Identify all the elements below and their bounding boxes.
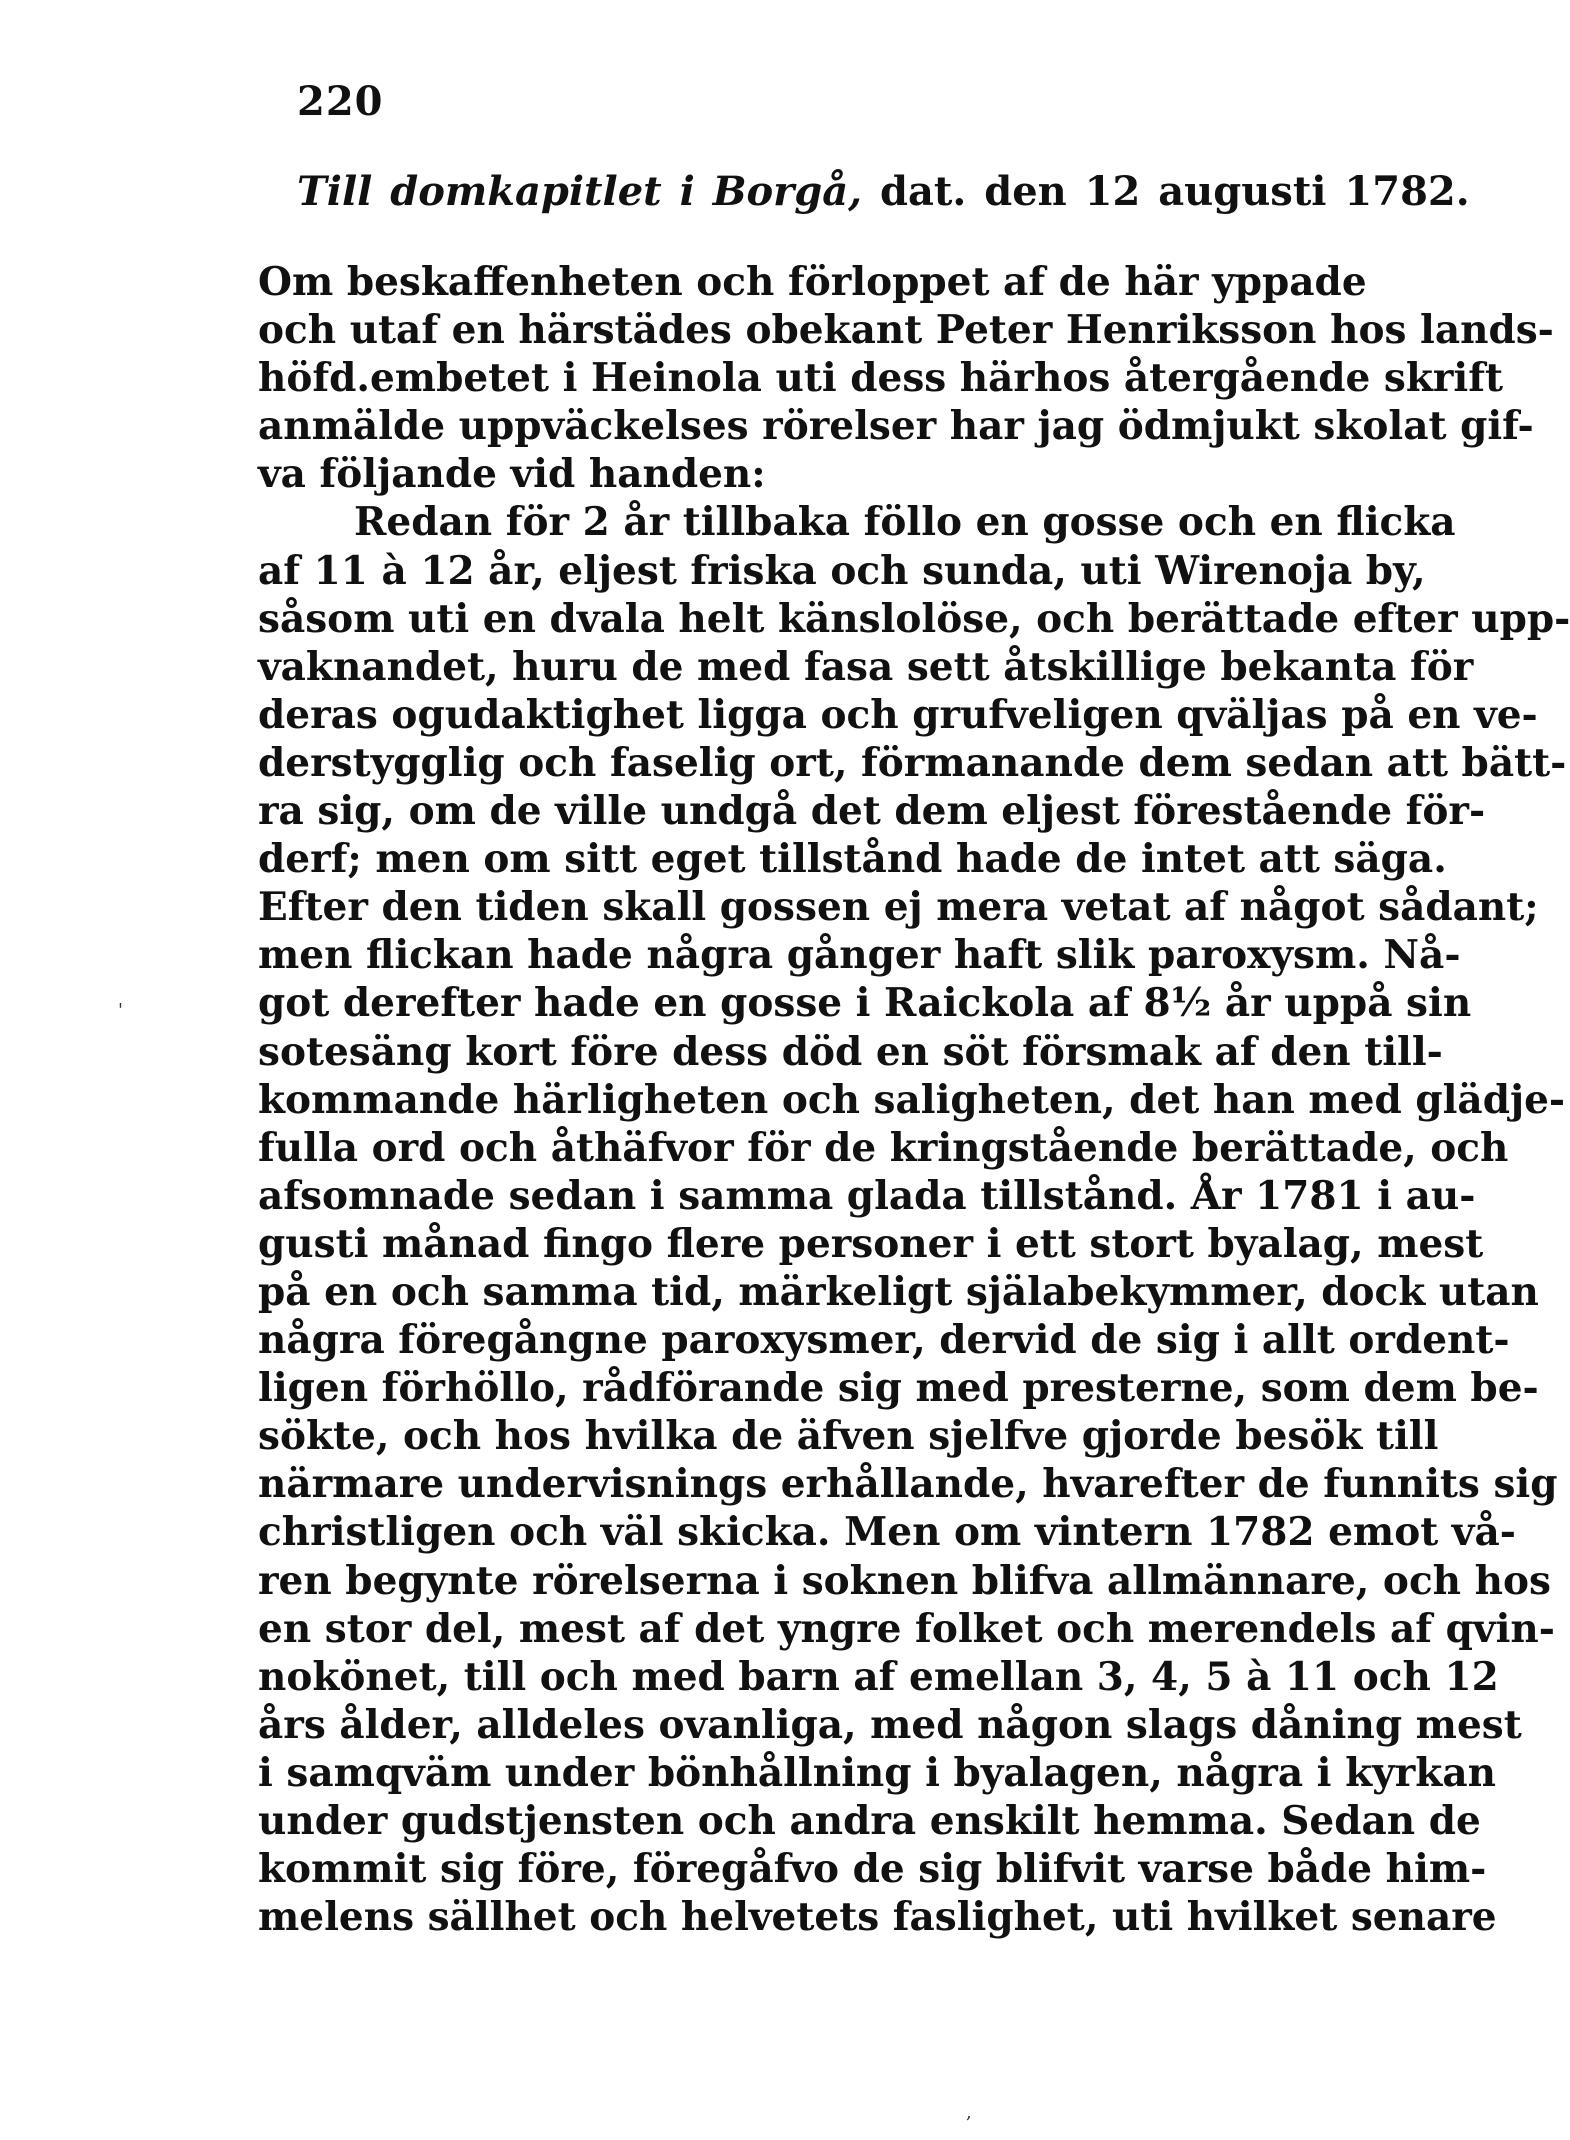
text-line: Om beskaffenheten och förloppet af de här yppade xyxy=(258,259,1367,305)
letter-heading xyxy=(297,168,1470,215)
text-line: sökte, och hos hvilka de äfven sjelfve gjorde besök till xyxy=(258,1413,1439,1460)
body-text xyxy=(258,258,1570,1941)
text-line: anmälde uppväckelses rörelser har jag ödmjukt skolat gif- xyxy=(258,403,1534,450)
text-line: afsomnade sedan i samma glada tillstånd. År 1781 i au- xyxy=(258,1172,1476,1219)
text-line: deras ogudaktighet ligga och grufveligen qväljas på en ve- xyxy=(258,691,1538,738)
text-line: va följande vid handen: xyxy=(258,451,766,498)
text-line: Redan för 2 år tillbaka föllo en gosse och en flicka xyxy=(354,499,1456,546)
text-line: got derefter hade en gosse i Raickola af 8½ år uppå sin xyxy=(258,980,1472,1027)
text-line: fulla ord och åthäfvor för de kringstående berättade, och xyxy=(258,1124,1509,1171)
text-line: ra sig, om de ville undgå det dem eljest förestående för- xyxy=(258,788,1486,835)
text-line: melens sällhet och helvetets faslighet, uti hvilket senare xyxy=(258,1894,1497,1941)
text-line: kommande härligheten och saligheten, det han med glädje- xyxy=(258,1076,1566,1123)
text-line: såsom uti en dvala helt känslolöse, och berättade efter upp- xyxy=(258,595,1570,642)
page-number: 220 xyxy=(297,78,384,125)
text-line: sotesäng kort före dess död en söt försmak af den till- xyxy=(258,1028,1443,1075)
stray-mark: ' xyxy=(118,1000,123,1021)
text-line: derstygglig och faselig ort, förmanande dem sedan att bätt- xyxy=(258,739,1567,786)
text-line: af 11 à 12 år, eljest friska och sunda, uti Wirenoja by, xyxy=(258,547,1426,594)
text-line: derf; men om sitt eget tillstånd hade de intet att säga. xyxy=(258,836,1447,883)
text-line: men flickan hade några gånger haft slik paroxysm. Nå- xyxy=(258,932,1461,979)
text-line: under gudstjensten och andra enskilt hemma. Sedan de xyxy=(258,1798,1481,1844)
text-line: och utaf en härstädes obekant Peter Henriksson hos lands- xyxy=(258,307,1554,354)
heading-addressee: Till domkapitlet i Borgå, xyxy=(297,168,863,215)
text-line: nokönet, till och med barn af emellan 3, 4, 5 à 11 och 12 xyxy=(258,1653,1499,1700)
text-line: gusti månad fingo flere personer i ett stort byalag, mest xyxy=(258,1220,1484,1267)
text-line: Efter den tiden skall gossen ej mera vetat af något sådant; xyxy=(258,884,1539,931)
text-line: ligen förhöllo, rådförande sig med presterne, som dem be- xyxy=(258,1365,1539,1412)
heading-date: dat. den 12 augusti 1782. xyxy=(880,168,1470,215)
text-line: en stor del, mest af det yngre folket och merendels af qvin- xyxy=(258,1605,1555,1652)
text-line: års ålder, alldeles ovanliga, med någon slags dåning mest xyxy=(258,1701,1522,1748)
text-line: ren begynte rörelserna i soknen blifva allmännare, och hos xyxy=(258,1557,1551,1604)
text-line: närmare undervisnings erhållande, hvarefter de funnits sig xyxy=(258,1461,1558,1508)
text-line: i samqväm under bönhållning i byalagen, några i kyrkan xyxy=(258,1749,1496,1796)
text-line: kommit sig före, föregåfvo de sig blifvit varse både him- xyxy=(258,1846,1487,1893)
text-line: några föregångne paroxysmer, dervid de sig i allt ordent- xyxy=(258,1317,1510,1364)
text-line: höfd.embetet i Heinola uti dess härhos återgående skrift xyxy=(258,355,1504,402)
text-line: christligen och väl skicka. Men om vintern 1782 emot vå- xyxy=(258,1509,1516,1556)
text-line: på en och samma tid, märkeligt själabekymmer, dock utan xyxy=(258,1268,1539,1315)
stray-mark: , xyxy=(966,2102,972,2123)
text-line: vaknandet, huru de med fasa sett åtskillige bekanta för xyxy=(258,643,1474,690)
